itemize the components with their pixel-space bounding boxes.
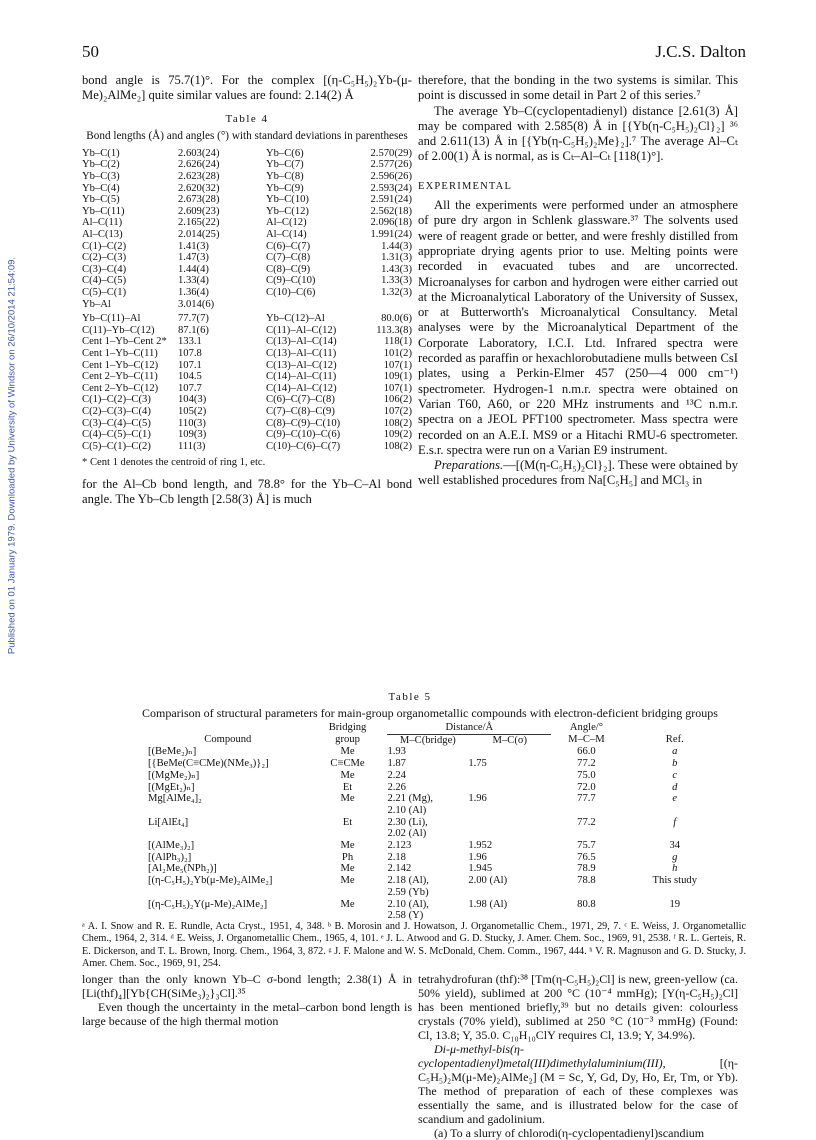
paragraph: longer than the only known Yb–C σ-bond length; 2.38(1) Å in [Li(thf)₄][Yb{CH(SiMe₃)₂}₃Cl].³⁵ (82, 972, 412, 1000)
paragraph: All the experiments were performed under an atmosphere of pure dry argon in Schlenk glassware.³⁷ The solvents used were of reagent grade or better, and were freshly distilled from appropriate drying agents prior to use. Melting points were recorded in evacuated tubes and are uncorrected. Microanalyses for carbon and hydrogen were either carried out at the Microanalytical Laboratory of the University of Sussex, or at Butterworth's Microanalytical Consultancy. Metal analyses were by the Microanalytical Department of the Corporate Laboratory, I.C.I. Ltd. Infrared spectra were recorded as paraffin or hexachlorobutadiene mulls between CsI plates, using a Perkin-Elmer 457 (250—4 000 cm⁻¹) spectrometer. Hydrogen-1 n.m.r. spectra were obtained on Varian T60, A60, or 220 MHz instruments and ¹³C n.m.r. spectra on a JEOL PFT100 spectrometer. Mass spectra were recorded on an A.E.I. MS9 or a Hitachi RMU-6 spectrometer. E.s.r. spectra were run on a Varian E9 instrument. (418, 198, 738, 457)
table5-cell: 1.98 (Al) (468, 898, 508, 910)
table4-cell: Yb–Al (82, 298, 111, 310)
table5-cell: 72.0 (577, 781, 596, 793)
table4-cell: Yb–C(4) (82, 182, 120, 194)
table4-cell: Cent 2–Yb–C(12) (82, 382, 159, 394)
table4-caption: Bond lengths (Å) and angles (°) with standard deviations in parentheses (86, 129, 408, 142)
bottom-left-paragraphs (82, 972, 412, 1028)
table5-cell: [(η-C₅H₅)₂Yb(μ-Me)₂AlMe₂] (148, 875, 273, 887)
table4-cell: C(5)–C(1) (82, 287, 127, 299)
table4-cell: 2.096(18) (370, 217, 412, 229)
table4-cell: C(10)–C(6)–C(7) (266, 440, 341, 452)
page-number: 50 (82, 42, 99, 61)
table5-cell: c (672, 769, 678, 781)
table4-cell: 1.47(3) (178, 252, 209, 264)
header-ref: Ref. (665, 734, 684, 746)
table4-row (82, 287, 412, 299)
table5-cell: 19 (669, 898, 681, 910)
table5-row (148, 758, 728, 770)
table5-cell: e (672, 793, 678, 805)
table4-cell: 2.596(26) (370, 171, 412, 183)
paragraph: for the Al–Cb bond length, and 78.8° for the Yb–C–Al bond angle. The Yb–Cb length [2.58(3) Å] is much (82, 476, 412, 506)
table5-cell: 1.96 (468, 851, 487, 863)
paragraph: [(η-C₅H₅)₂M(μ-Me)₂AlMe₂] (M = Sc, Y, Gd, Dy, Ho, Er, Tm, or Yb). The method of preparation of each of these complexes was essentially the same, and is illustrated below for the case of scandium and gadolinium. (418, 1056, 738, 1126)
table4-cell: Cent 1–Yb–C(11) (82, 347, 158, 359)
table4-cell: Yb–C(9) (266, 182, 304, 194)
table4-cell: Yb–C(12)–Al (266, 313, 325, 325)
compound-name: Di-μ-methyl-bis(η-cyclopentadienyl)metal(III)dimethylaluminium(III), (418, 1042, 666, 1070)
table5-row (148, 770, 728, 782)
table4-cell: 2.609(23) (178, 205, 220, 217)
table5-cell: 1.75 (468, 758, 487, 770)
table4-cell: C(2)–C(3)–C(4) (82, 405, 151, 417)
table4-cell: C(1)–C(2)–C(3) (82, 394, 151, 406)
table5-cell: [Al₂Me₅(NPh₂)] (148, 863, 217, 875)
table4-row (82, 418, 412, 430)
preparations-label: Preparations. (434, 458, 504, 473)
table5-row (148, 793, 728, 816)
table5-cell: 75.0 (577, 769, 596, 781)
table5-cell: Me (340, 746, 355, 758)
table5-cell: 66.0 (577, 746, 596, 758)
bottom-right-paragraphs (418, 972, 738, 1140)
table4-cell: C(10)–C(6) (266, 287, 316, 299)
experimental-heading: EXPERIMENTAL (418, 180, 513, 192)
table4-cell: 2.562(18) (370, 205, 412, 217)
table4-cell: C(14)–Al–C(11) (266, 371, 337, 383)
table5-cell: Me (340, 793, 355, 805)
table4-cell: 107.8 (178, 347, 202, 359)
table5-cell: 1.952 (468, 840, 493, 852)
table4-row (82, 383, 412, 395)
table5-cell: [(BeMe₂)ₙ] (148, 746, 197, 758)
table4-cell: Yb–C(11) (82, 205, 125, 217)
table4-cell: C(14)–Al–C(12) (266, 382, 337, 394)
table5-cell: 78.8 (577, 875, 596, 887)
table4-cell: 80.0(6) (381, 313, 412, 325)
table5-cell: 2.18 (Al), 2.59 (Yb) (387, 875, 429, 898)
table4-row (82, 325, 412, 337)
table5-cell: Et (342, 816, 353, 828)
table4-cell: 113.3(8) (376, 324, 412, 336)
table4-cell: 3.014(6) (178, 298, 215, 310)
table4-row (82, 360, 412, 372)
table5 (148, 722, 728, 922)
table4-cell: C(2)–C(3) (82, 252, 127, 264)
table5-cell: f (673, 816, 677, 828)
table4-cell: 107(1) (383, 359, 412, 371)
table4-cell: 1.33(4) (178, 275, 209, 287)
table5-cell: Me (340, 840, 355, 852)
table5-cell: 77.2 (577, 758, 596, 770)
table4-cell: Yb–C(11)–Al (82, 313, 141, 325)
header-group: group (335, 734, 360, 746)
paragraph: therefore, that the bonding in the two systems is similar. This point is discussed in some detail in Part 2 of this series.⁷ (418, 73, 738, 103)
paragraph: —[(M(η-C₅H₅)₂Cl}₂]. These were obtained by well established procedures from Na[C₅H₅] and MCl₃ in (418, 458, 738, 488)
table4-cell: C(3)–C(4) (82, 263, 127, 275)
table4-cell: C(4)–C(5)–C(1) (82, 429, 151, 441)
table4-row (82, 252, 412, 264)
download-notice (2, 200, 22, 720)
table4-cell: 109(1) (383, 371, 412, 383)
table5-cell: Me (340, 863, 355, 875)
table5-row (148, 875, 728, 898)
table4-cell: 87.1(6) (178, 324, 209, 336)
table4-cell: Cent 1–Yb–C(12) (82, 359, 159, 371)
table4-cell: 108(2) (383, 440, 412, 452)
table5-cell: Et (342, 781, 353, 793)
table4-cell: 109(3) (178, 429, 207, 441)
table4-cell: 1.991(24) (370, 229, 412, 241)
table5-cell: 75.7 (577, 840, 596, 852)
table5-cell: Ph (341, 851, 354, 863)
table5-cell: 2.123 (387, 840, 412, 852)
table4-cell: C(4)–C(5) (82, 275, 127, 287)
table5-footnotes: ᵃ A. I. Snow and R. E. Rundle, Acta Cryst., 1951, 4, 348. ᵇ B. Morosin and J. Howatson, J. Organometallic Chem., 1971, 29, 7. ᶜ E. Weiss, J. Organometallic Chem., 1964, 2, 314. ᵈ E. Weiss, J. Organometallic Chem., 1965, 4, 101. ᵉ J. L. Atwood and G. D. Stucky, J. Amer. Chem. Soc., 1969, 91, 2538. ᶠ R. L. Gerteis, R. E. Dickerson, and T. L. Brown, Inorg. Chem., 1964, 3, 872. ᵍ J. F. Malone and W. S. McDonald, Chem. Comm., 1967, 444. ʰ V. R. Magnuson and G. D. Stucky, J. Amer. Chem. Soc., 1969, 91, 254. (82, 921, 746, 969)
table4-cell: 109(2) (383, 429, 412, 441)
header-mc-sigma: M–C(σ) (492, 734, 528, 746)
table4-cell: 1.44(3) (381, 240, 412, 252)
header-bridging: Bridging (328, 722, 367, 733)
table5-cell: 2.30 (Li), 2.02 (Al) (387, 816, 428, 840)
paragraph: bond angle is 75.7(1)°. For the complex [(η-C₅H₅)₂Yb-(μ-Me)₂AlMe₂] quite similar values are found: 2.14(2) Å (82, 73, 412, 103)
table4-cell: C(13)–Al–C(12) (266, 359, 337, 371)
table4-footnote: * Cent 1 denotes the centroid of ring 1, etc. (82, 457, 266, 469)
header-distance: Distance/Å (387, 722, 551, 734)
table4-cell: C(9)–C(10)–C(6) (266, 429, 341, 441)
table4-cell: C(13)–Al–C(14) (266, 336, 337, 348)
table4-row (82, 206, 412, 218)
table4-row (82, 429, 412, 441)
table4-cell: 1.41(3) (178, 240, 209, 252)
table5-cell (468, 817, 551, 840)
table4-cell: 101(2) (383, 347, 412, 359)
table4-cell: Cent 1–Yb–Cent 2* (82, 336, 167, 348)
table5-cell: Me (340, 898, 355, 910)
table4-angles (82, 313, 412, 452)
table5-cell: 34 (669, 840, 681, 852)
table4-row (82, 148, 412, 160)
table4-row (82, 217, 412, 229)
table4-cell: Cent 2–Yb–C(11) (82, 371, 158, 383)
paragraph: The average Yb–C(cyclopentadienyl) distance [2.61(3) Å] may be compared with 2.585(8) Å in [{Yb(η-C₅H₅)₂Cl}₂] ³⁶ and 2.611(13) Å in [{Yb(η-C₅H₅)₂Me}₂].⁷ The average Al–Cₜ of 2.00(1) Å is normal, as is Cₜ–Al–Cₜ [118(1)°]. (418, 103, 738, 164)
table4-title: Table 4 (225, 112, 269, 125)
table4-cell: 107.1 (178, 359, 202, 371)
table4-cell: C(8)–C(9) (266, 263, 311, 275)
table4-cell: C(13)–Al–C(11) (266, 347, 337, 359)
table4-cell: 2.603(24) (178, 147, 220, 159)
table4-cell: 2.673(28) (178, 194, 220, 206)
table4-cell: 105(2) (178, 405, 207, 417)
table4-cell: C(11)–Yb–C(12) (82, 324, 155, 336)
table4-cell: 108(2) (383, 417, 412, 429)
table5-row (148, 746, 728, 758)
table4-cell: 104(3) (178, 394, 207, 406)
table5-cell: 2.26 (387, 781, 406, 793)
table4-cell: C(7)–C(8)–C(9) (266, 405, 335, 417)
table5-cell: 2.24 (387, 769, 406, 781)
table4-cell: Yb–C(1) (82, 147, 120, 159)
table4-lengths (82, 148, 412, 310)
table4-row (82, 336, 412, 348)
table5-cell: [(AlMe₃)₂] (148, 840, 195, 852)
table5-row (148, 817, 728, 840)
table4-row (82, 313, 412, 325)
table5-cell: [(AlPh₃)₂] (148, 851, 192, 863)
header-mc-bridge: M–C(bridge) (399, 734, 456, 746)
table4-cell: Yb–C(6) (266, 147, 304, 159)
table4-cell: Yb–C(5) (82, 194, 120, 206)
table4-cell: 1.36(4) (178, 287, 209, 299)
table4-row (82, 171, 412, 183)
table5-cell: 2.10 (Al), 2.58 (Y) (387, 898, 429, 922)
table4-cell: Al–C(12) (266, 217, 307, 229)
table4-row (82, 394, 412, 406)
table5-cell: 1.945 (468, 863, 493, 875)
table5-cell: [(η-C₅H₅)₂Y(μ-Me)₂AlMe₂] (148, 898, 268, 910)
right-column (418, 73, 738, 489)
table5-cell: h (672, 863, 678, 875)
table4-cell: Yb–C(2) (82, 159, 120, 171)
table4-cell: 1.44(4) (178, 263, 209, 275)
table4-row (82, 194, 412, 206)
table4-cell: 107(1) (383, 382, 412, 394)
table5-cell (468, 782, 551, 794)
table4-cell: C(1)–C(2) (82, 240, 127, 252)
table4-cell: 2.620(32) (178, 182, 220, 194)
table4-cell: C(3)–C(4)–C(5) (82, 417, 151, 429)
table5-title: Table 5 (388, 691, 432, 703)
table5-cell: Mg[AlMe₄]₂ (148, 793, 202, 805)
table4-cell: Yb–C(7) (266, 159, 304, 171)
table5-cell: Me (340, 769, 355, 781)
table4-row (82, 183, 412, 195)
table5-cell: 78.9 (577, 863, 596, 875)
table4-cell: Al–C(11) (82, 217, 123, 229)
table5-row (148, 863, 728, 875)
table5-cell: [(MgMe₂)ₙ] (148, 769, 200, 781)
table4-cell: C(6)–C(7) (266, 240, 311, 252)
table4-row (82, 441, 412, 453)
table4-row (82, 241, 412, 253)
table5-cell: Li[AlEt₄] (148, 816, 189, 828)
table5-cell: a (672, 746, 678, 758)
table4-row (82, 264, 412, 276)
table5-cell: 2.142 (387, 863, 412, 875)
table4-cell: C(7)–C(8) (266, 252, 311, 264)
paragraph: tetrahydrofuran (thf):³⁸ [Tm(η-C₅H₅)₂Cl] is new, green-yellow (ca. 50% yield), sublimed at 200 °C (10⁻⁴ mmHg); [Y(η-C₅H₅)₂Cl] has been mentioned briefly,³⁹ but no details given: colourless crystals (70% yield), sublimed at 250 °C (10⁻³ mmHg) (Found: Cl, 13.8; Y, 35.0. C₁₀H₁₀ClY requires Cl, 13.9; Y, 34.9%). (418, 972, 738, 1042)
table5-cell: b (672, 758, 678, 770)
table4-cell: 110(3) (178, 417, 206, 429)
table4-cell: Yb–C(8) (266, 171, 304, 183)
table4-cell: 2.593(24) (370, 182, 412, 194)
table4-cell: 2.623(28) (178, 171, 220, 183)
table4-cell: Yb–C(3) (82, 171, 120, 183)
table4-row (82, 371, 412, 383)
table5-cell: 76.5 (577, 851, 596, 863)
table4-cell: C(11)–Al–C(12) (266, 324, 337, 336)
table4-cell: 104.5 (178, 371, 202, 383)
table4-cell: 118(1) (384, 336, 412, 348)
table4-cell: 2.626(24) (178, 159, 220, 171)
table4-cell (266, 299, 354, 311)
header-compound: Compound (204, 734, 252, 746)
table5-cell: 2.21 (Mg), 2.10 (Al) (387, 793, 434, 816)
table4-row (82, 159, 412, 171)
table4-cell: 1.32(3) (381, 287, 412, 299)
table5-cell: Me (340, 875, 355, 887)
table4-cell: Al–C(13) (82, 229, 123, 241)
table5-cell: [{BeMe(C≡CMe)(NMe₃)}₂] (148, 758, 269, 770)
table5-row (148, 899, 728, 922)
table4-cell: 2.165(22) (178, 217, 220, 229)
table4-cell: 2.577(26) (370, 159, 412, 171)
table5-cell: 1.87 (387, 758, 406, 770)
table4-cell: 107.7 (178, 382, 202, 394)
table5-cell: [(MgEt₂)ₙ] (148, 781, 195, 793)
table4-cell (354, 299, 412, 311)
paragraph: Even though the uncertainty in the metal–carbon bond length is large because of the high thermal motion (82, 1000, 412, 1028)
table5-cell: 2.18 (387, 851, 406, 863)
table4-cell: 133.1 (178, 336, 202, 348)
table4-row (82, 348, 412, 360)
table4-cell: Al–C(14) (266, 229, 307, 241)
table4-cell: 1.33(3) (381, 275, 412, 287)
table4-cell: 77.7(7) (178, 313, 209, 325)
left-column (82, 73, 412, 507)
table4-row (82, 275, 412, 287)
table5-cell: 77.2 (577, 816, 596, 828)
table5-cell: 1.93 (387, 746, 406, 758)
table5-row (148, 782, 728, 794)
table5-cell: 1.96 (468, 793, 487, 805)
table5-cell: 2.00 (Al) (468, 875, 508, 887)
table4-cell: 111(3) (178, 440, 206, 452)
table4-cell: C(6)–C(7)–C(8) (266, 394, 335, 406)
table5-cell: 80.8 (577, 898, 596, 910)
table4-cell: 2.014(25) (178, 229, 220, 241)
table4-row (82, 299, 412, 311)
table4-row (82, 229, 412, 241)
header-mcm: M–C–M (568, 734, 605, 746)
table5-cell: d (672, 781, 678, 793)
table5-cell (468, 746, 551, 758)
paragraph: (a) To a slurry of chlorodi(η-cyclopentadienyl)scandium (434, 1126, 705, 1140)
table4-cell: 2.570(29) (370, 147, 412, 159)
table4-cell: Yb–C(10) (266, 194, 309, 206)
table5-cell: C≡CMe (330, 758, 365, 770)
journal-name: J.C.S. Dalton (655, 42, 746, 61)
header-angle: Angle/° (569, 722, 603, 733)
table4-row (82, 406, 412, 418)
table4-cell: C(5)–C(1)–C(2) (82, 440, 151, 452)
table4-cell: 1.31(3) (381, 252, 412, 264)
table5-cell: This study (652, 875, 697, 887)
table4-cell: 107(2) (383, 405, 412, 417)
table4-cell: 1.43(3) (381, 263, 412, 275)
table4-cell: C(8)–C(9)–C(10) (266, 417, 341, 429)
table5-cell: 77.7 (577, 793, 596, 805)
download-notice-text: Published on 01 January 1979. Downloaded by University of Windsor on 26/10/2014 21:54:09. (6, 256, 18, 655)
table5-row (148, 852, 728, 864)
table4-cell: 2.591(24) (370, 194, 412, 206)
table5-row (148, 840, 728, 852)
table4-cell: C(9)–C(10) (266, 275, 316, 287)
table5-cell: g (672, 851, 678, 863)
table4-cell: Yb–C(12) (266, 205, 309, 217)
table4-cell: 106(2) (383, 394, 412, 406)
table5-caption: Comparison of structural parameters for main-group organometallic compounds with electron-deficient bridging groups (142, 706, 718, 720)
table5-cell (468, 770, 551, 782)
